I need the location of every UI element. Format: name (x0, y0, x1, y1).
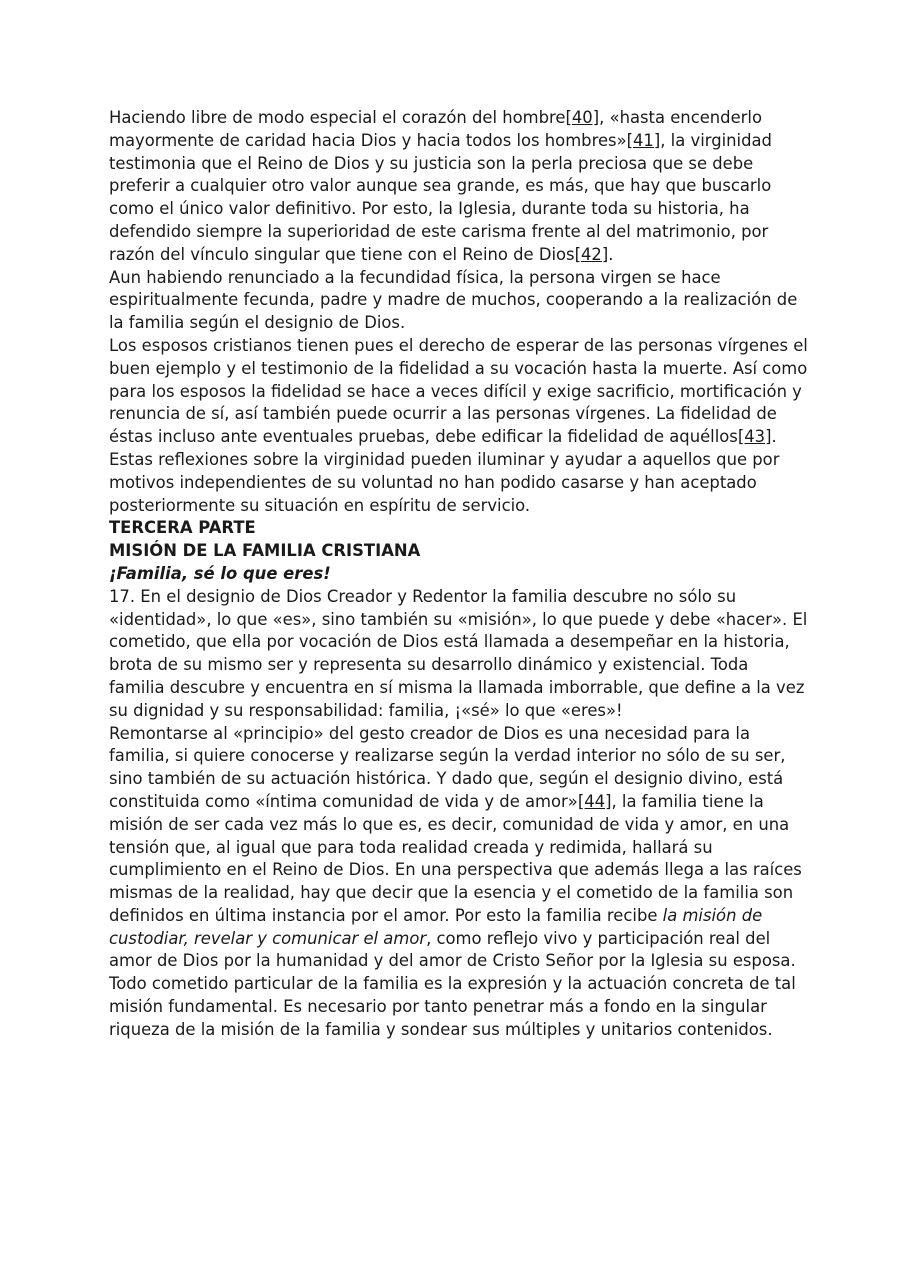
text-run: Haciendo libre de modo especial el corazón del hombre (109, 108, 566, 127)
text-run: Remontarse al «principio» del gesto creador de Dios es una necesidad para la familia, si quiere conocerse y realizarse según la verdad interior no sólo de su ser, sino también de su actuación histórica. Y dado que, según el designio divino, está constituida como «íntima comunidad de vida y de amor» (109, 723, 786, 811)
text-run: . (608, 244, 614, 264)
paragraph-spiritual-fecundity: Aun habiendo renunciado a la fecundidad física, la persona virgen se hace espiritualmente fecunda, padre y madre de muchos, cooperando a la realización de la familia según el designio de Dios. (109, 267, 798, 333)
document-page (109, 107, 809, 1042)
paragraph-17-identity-mission: 17. En el designio de Dios Creador y Redentor la familia descubre no sólo su «identidad», lo que «es», sino también su «misión», lo que puede y debe «hacer». El cometido, que ella por vocación de Dios está llamada a desempeñar en la historia, brota de su mismo ser y representa su desarrollo dinámico y existencial. Toda familia descubre y encuentra en sí misma la llamada imborrable, que define a la vez su dignidad y su responsabilidad: familia, ¡«sé» lo que «eres»! (109, 586, 808, 720)
section-heading: MISIÓN DE LA FAMILIA CRISTIANA (109, 541, 421, 561)
paragraph-virginity-testimony (109, 107, 809, 267)
text-run: , como reflejo vivo y participación real del amor de Dios por la humanidad y del amor de Cristo Señor por la Iglesia su esposa. (109, 928, 796, 971)
paragraph-reflections: Estas reflexiones sobre la virginidad pueden iluminar y ayudar a aquellos que por motivos independientes de su voluntad no han podido casarse y han aceptado posteriormente su situación en espíritu de servicio. (109, 449, 780, 515)
text-run: , la familia tiene la misión de ser cada vez más lo que es, es decir, comunidad de vida y amor, en una tensión que, al igual que para toda realidad creada y redimida, hallará su cumplimiento en el Reino de Dios. En una perspectiva que además llega a las raíces mismas de la realidad, hay que decir que la esencia y el cometido de la familia son definidos en última instancia por el amor. Por esto la familia recibe (109, 791, 802, 925)
footnote-link-44[interactable]: [44] (577, 791, 612, 811)
part-heading: TERCERA PARTE (109, 518, 256, 538)
footnote-link-41[interactable]: [41] (626, 130, 661, 150)
emphasis-text: la misión de custodiar, revelar y comunicar el amor (109, 905, 763, 948)
footnote-link-42[interactable]: [42] (574, 244, 609, 264)
text-run: , «hasta encenderlo mayormente de caridad hacia Dios y hacia todos los hombres» (109, 108, 762, 150)
paragraph-fidelity (109, 335, 809, 449)
section-subheading: ¡Familia, sé lo que eres! (109, 563, 331, 583)
paragraph-fundamental-mission: Todo cometido particular de la familia es la expresión y la actuación concreta de tal misión fundamental. Es necesario por tanto penetrar más a fondo en la singular riqueza de la misión de la familia y sondear sus múltiples y unitarios contenidos. (109, 974, 796, 1039)
paragraph-principle (109, 723, 809, 974)
footnote-link-43[interactable]: [43] (737, 427, 772, 447)
footnote-link-40[interactable]: [40] (565, 108, 600, 127)
text-run: , la virginidad testimonia que el Reino de Dios y su justicia son la perla preciosa que se debe preferir a cualquier otro valor aunque sea grande, es más, que hay que buscarlo como el único valor definitivo. Por esto, la Iglesia, durante toda su historia, ha defendido siempre la superioridad de este carisma frente al del matrimonio, por razón del vínculo singular que tiene con el Reino de Dios (109, 130, 772, 264)
text-run: Los esposos cristianos tienen pues el derecho de esperar de las personas vírgenes el buen ejemplo y el testimonio de la fidelidad a su vocación hasta la muerte. Así como para los esposos la fidelidad se hace a veces difícil y exige sacrificio, mortificación y renuncia de sí, así también puede ocurrir a las personas vírgenes. La fidelidad de éstas incluso ante eventuales pruebas, debe edificar la fidelidad de aquéllos (109, 335, 808, 447)
text-run: . (771, 427, 777, 447)
